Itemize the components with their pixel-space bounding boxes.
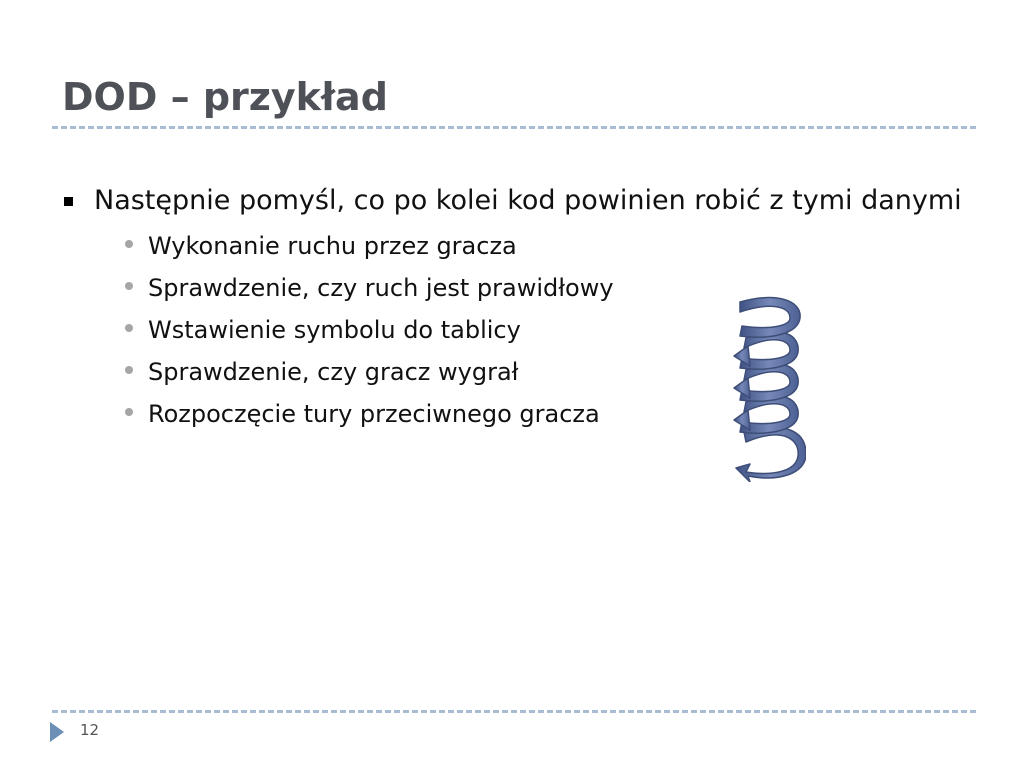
- sub-bullet-text: Wykonanie ruchu przez gracza: [148, 232, 517, 260]
- round-bullet-icon: [125, 366, 133, 374]
- round-bullet-icon: [125, 324, 133, 332]
- triangle-right-icon: [50, 722, 64, 742]
- round-bullet-icon: [125, 282, 133, 290]
- slide-title: DOD – przykład: [62, 75, 388, 119]
- sub-bullet-text: Sprawdzenie, czy gracz wygrał: [148, 358, 519, 386]
- bullet-text: Następnie pomyśl, co po kolei kod powinien robić z tymi danymi: [94, 185, 962, 216]
- footer-divider: [52, 710, 976, 713]
- page-number: 12: [80, 721, 100, 739]
- bullet-item: [62, 183, 962, 219]
- sub-bullet-text: Rozpoczęcie tury przeciwnego gracza: [148, 400, 600, 428]
- sub-bullet-item: [124, 357, 962, 387]
- sub-bullet-text: Sprawdzenie, czy ruch jest prawidłowy: [148, 274, 614, 302]
- title-divider: [52, 126, 976, 129]
- sub-bullet-item: [124, 273, 962, 303]
- slide-content: [62, 183, 962, 441]
- sub-bullet-list: [62, 231, 962, 429]
- round-bullet-icon: [125, 240, 133, 248]
- circular-loop-arrows-icon: [726, 292, 806, 482]
- sub-bullet-item: [124, 231, 962, 261]
- square-bullet-icon: [64, 197, 73, 206]
- sub-bullet-text: Wstawienie symbolu do tablicy: [148, 316, 521, 344]
- sub-bullet-item: [124, 399, 962, 429]
- round-bullet-icon: [125, 408, 133, 416]
- sub-bullet-item: [124, 315, 962, 345]
